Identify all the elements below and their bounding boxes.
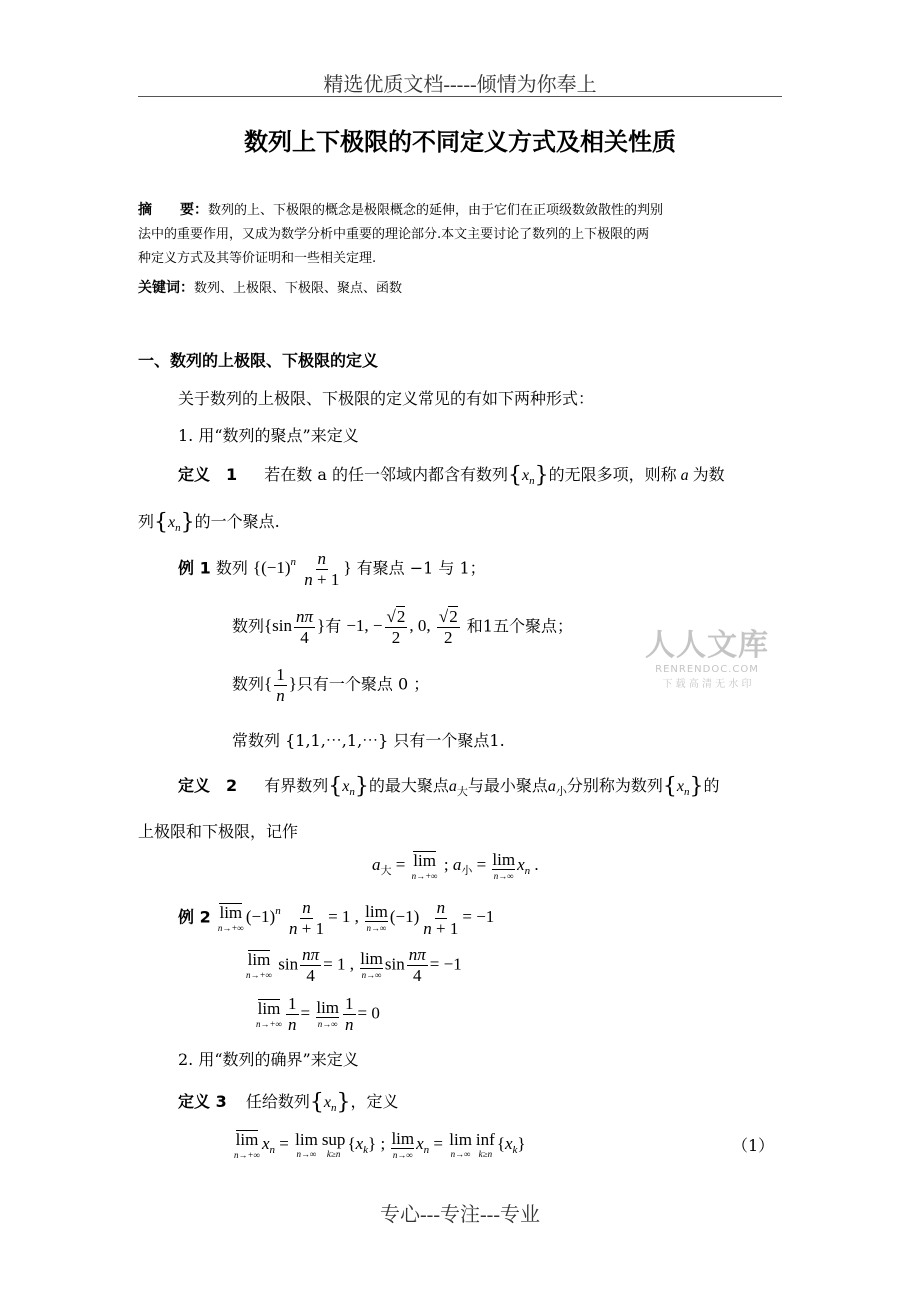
abstract-label: 摘 要：: [138, 202, 208, 218]
watermark: [645, 620, 769, 690]
keywords-label: 关键词：: [138, 280, 194, 296]
definition-2-text: 有界数列: [264, 776, 329, 795]
subsection-2: 2. 用“数列的确界”来定义: [178, 1050, 359, 1069]
definition-1-text-3: 为数: [692, 465, 725, 484]
definition-1-text-1: 若在数 a 的任一邻域内都含有数列: [264, 465, 508, 484]
definition-1-text-4: 列: [138, 512, 155, 531]
example-1-line-1: [178, 550, 486, 589]
example-1-line-3: [232, 666, 429, 705]
section-1-intro: 关于数列的上极限、下极限的定义常见的有如下两种形式：: [178, 389, 595, 408]
definition-2-line-1: 定义 2 有界数列$\{x_n\}$的最大聚点$a_大$与最小聚点$a_小$分别称为数列$\{x_n\}$的: [178, 774, 720, 799]
abstract-line-2: 法中的重要作用，又成为数学分析中重要的理论部分.本文主要讨论了数列的上下极限的两: [138, 227, 650, 242]
definition-2-label: 定义 2: [178, 776, 238, 795]
keywords: [138, 277, 402, 297]
example-1-text: 数列: [215, 558, 248, 578]
definition-3-text: 任给数列: [245, 1092, 310, 1111]
set-brace: {: [309, 1090, 324, 1115]
formula: {$(-1)^n$ $\frac{n}{n + 1}$ }: [252, 549, 352, 589]
subsection-1: 1. 用“数列的聚点”来定义: [178, 426, 359, 445]
definition-2-text: 与最小聚点: [467, 776, 548, 795]
definition-2-text: 分别称为数列: [566, 776, 663, 795]
watermark-slogan: 下 载 高 清 无 水 印: [662, 679, 752, 690]
example-1-text: 和1五个聚点；: [466, 616, 573, 636]
example-1-text: 只有一个聚点 0 ；: [296, 674, 430, 694]
abstract-text-1: 数列的上、下极限的概念是极限概念的延伸，由于它们在正项级数敛散性的判别: [208, 203, 664, 218]
definition-2-formula: $a_大$ = lim n→+∞ ; $a_小$ = lim n→∞ $x_n$ .: [372, 850, 539, 881]
set-brace: {: [662, 774, 677, 799]
example-1-line-2: [232, 608, 573, 647]
definition-3-label: 定义 3: [178, 1092, 227, 1111]
example-1-label: 例 1: [178, 558, 211, 578]
definition-2-text: 的: [703, 776, 720, 795]
formula: { $\frac{1}{n}$ }: [264, 665, 297, 705]
set-brace: }: [336, 1090, 351, 1115]
example-1-line-4: 常数列 {1,1,⋯,1,⋯} 只有一个聚点1.: [232, 731, 505, 750]
definition-1-line-2: 列$\{x_n\}$的一个聚点.: [138, 510, 280, 535]
watermark-domain: RENRENDOC.COM: [655, 664, 759, 675]
example-2-label: 例 2: [178, 907, 211, 927]
example-2-line-3: lim n→+∞ $\frac{1}{n}$ = lim n→∞ $\frac{1}{n}$ = 0: [256, 994, 380, 1034]
definition-1-label: 定义 1: [178, 465, 238, 484]
set-brace: {: [507, 463, 522, 488]
example-2-line-2: lim n→+∞ sin $\frac{n\pi}{4}$ = 1 , lim n→∞ sin $\frac{n\pi}{4}$ = −1: [246, 945, 462, 985]
keywords-text: 数列、上极限、下极限、聚点、函数: [194, 281, 403, 296]
formula: {sin $\frac{n\pi}{4}$ }: [264, 607, 326, 647]
definition-1-text-2: 的无限多项，则称: [548, 465, 677, 484]
definition-3-text: ，定义: [350, 1092, 399, 1111]
set-brace: }: [534, 463, 549, 488]
definition-1-text-5: 的一个聚点.: [194, 512, 280, 531]
abstract-line-1: [138, 199, 663, 219]
formula: lim n→+∞ $(-1)^n$ $\frac{n}{n + 1}$ = 1 , lim n→∞ (−1) $\frac{n}{n + 1}$ = −1: [217, 898, 495, 938]
set-brace: }: [354, 774, 369, 799]
definition-3-formula: lim n→+∞ $x_n$ = lim n→∞ sup k≥n $\{x_k\}$ ; lim n→∞ $x_n$ = lim n→∞ inf k≥n $\{x_k\}$: [234, 1129, 526, 1160]
example-1-text: 有: [325, 616, 342, 636]
page-header: 精选优质文档-----倾情为你奉上: [323, 74, 597, 96]
definition-1-line-1: 定义 1 若在数 a 的任一邻域内都含有数列$\{x_n\}$的无限多项，则称 a 为数: [178, 463, 725, 488]
abstract-line-3: 种定义方式及其等价证明和一些相关定理.: [138, 251, 377, 266]
set-brace: }: [689, 774, 704, 799]
example-1-text: 有聚点 −1 与 1；: [356, 558, 486, 578]
document-title: 数列上下极限的不同定义方式及相关性质: [244, 128, 676, 156]
section-1-heading: 一、数列的上极限、下极限的定义: [138, 351, 379, 370]
set-brace: {: [154, 510, 169, 535]
subscript-big: 大: [380, 865, 392, 878]
header-rule: [138, 96, 782, 97]
example-1-text: 数列: [232, 616, 265, 636]
definition-2-line-2: 上极限和下极限，记作: [138, 822, 299, 841]
definition-3-line: 定义 3 任给数列$\{x_n\}$，定义: [178, 1090, 399, 1115]
watermark-title: 人人文库: [645, 628, 769, 663]
set-brace: {: [328, 774, 343, 799]
set-brace: }: [180, 510, 195, 535]
equation-number: （1）: [732, 1136, 775, 1155]
subscript-small: 小: [555, 785, 567, 798]
page-footer: 专心---专注---专业: [380, 1204, 540, 1226]
definition-2-text: 的最大聚点: [368, 776, 449, 795]
subscript-small: 小: [461, 865, 473, 878]
subscript-big: 大: [456, 785, 468, 798]
example-1-text: 数列: [232, 674, 265, 694]
formula: −1, − $\frac{√2}{2}$ , 0, $\frac{√2}{2}$: [346, 607, 458, 647]
example-2-line-1: [178, 899, 494, 938]
